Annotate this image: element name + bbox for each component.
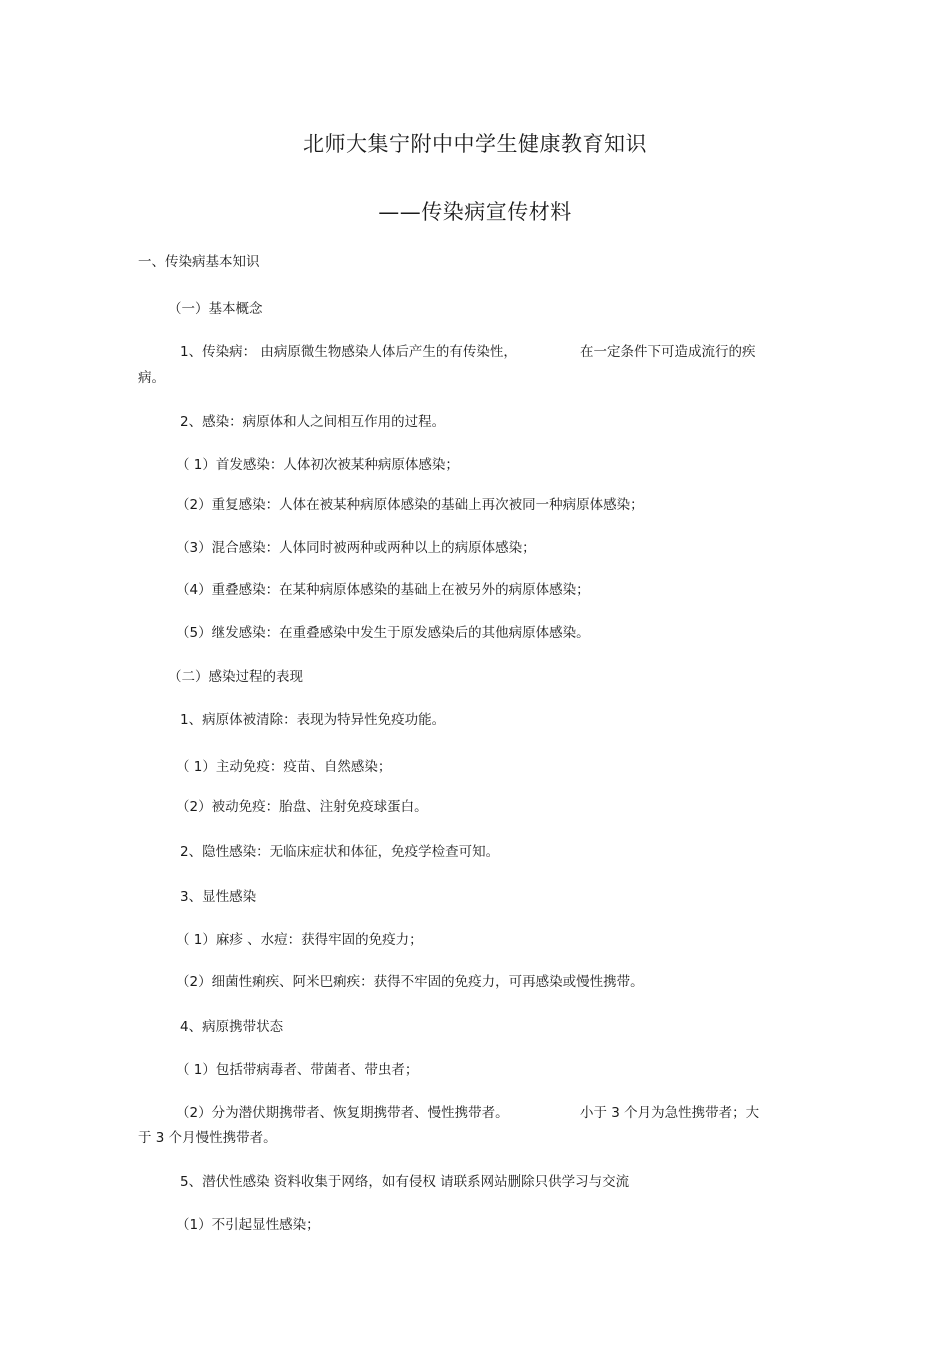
paragraph-line: 在一定条件下可造成流行的疾	[580, 344, 756, 360]
list-item: 于 3 个月慢性携带者。	[138, 1130, 277, 1146]
paragraph-line: 1、传染病： 由病原微生物感染人体后产生的有传染性，	[180, 344, 517, 360]
paragraph-line: 4、病原携带状态	[180, 1019, 284, 1035]
list-item: （ 1）麻疹 、水痘：获得牢固的免疫力；	[176, 932, 423, 948]
list-item: （2）被动免疫：胎盘、注射免疫球蛋白。	[176, 799, 428, 815]
document-subtitle: ——传染病宣传材料	[378, 200, 572, 224]
list-item: （ 1）主动免疫：疫苗、自然感染；	[176, 759, 392, 775]
document-title: 北师大集宁附中中学生健康教育知识	[303, 132, 647, 156]
paragraph-line: 1、病原体被清除：表现为特异性免疫功能。	[180, 712, 446, 728]
list-item: （2）重复感染：人体在被某种病原体感染的基础上再次被同一种病原体感染；	[176, 497, 644, 513]
list-item: （2）分为潜伏期携带者、恢复期携带者、慢性携带者。	[176, 1105, 509, 1121]
list-item: （4）重叠感染：在某种病原体感染的基础上在被另外的病原体感染；	[176, 582, 590, 598]
list-item: 小于 3 个月为急性携带者；大	[580, 1105, 760, 1121]
list-item: （3）混合感染：人体同时被两种或两种以上的病原体感染；	[176, 540, 536, 556]
paragraph-line: 5、潜伏性感染 资料收集于网络，如有侵权 请联系网站删除只供学习与交流	[180, 1174, 630, 1190]
list-item: （2）细菌性痢疾、阿米巴痢疾：获得不牢固的免疫力，可再感染或慢性携带。	[176, 974, 644, 990]
list-item: （5）继发感染：在重叠感染中发生于原发感染后的其他病原体感染。	[176, 625, 590, 641]
paragraph-line: 病。	[138, 370, 165, 386]
paragraph-line: 2、感染：病原体和人之间相互作用的过程。	[180, 414, 446, 430]
subsection-heading: （二）感染过程的表现	[168, 669, 303, 685]
section-heading: 一、传染病基本知识	[138, 254, 260, 270]
list-item: （1）不引起显性感染；	[176, 1217, 320, 1233]
paragraph-line: 2、隐性感染：无临床症状和体征，免疫学检查可知。	[180, 844, 500, 860]
list-item: （ 1）首发感染：人体初次被某种病原体感染；	[176, 457, 459, 473]
subsection-heading: （一）基本概念	[168, 301, 263, 317]
paragraph-line: 3、显性感染	[180, 889, 257, 905]
list-item: （ 1）包括带病毒者、带菌者、带虫者；	[176, 1062, 419, 1078]
